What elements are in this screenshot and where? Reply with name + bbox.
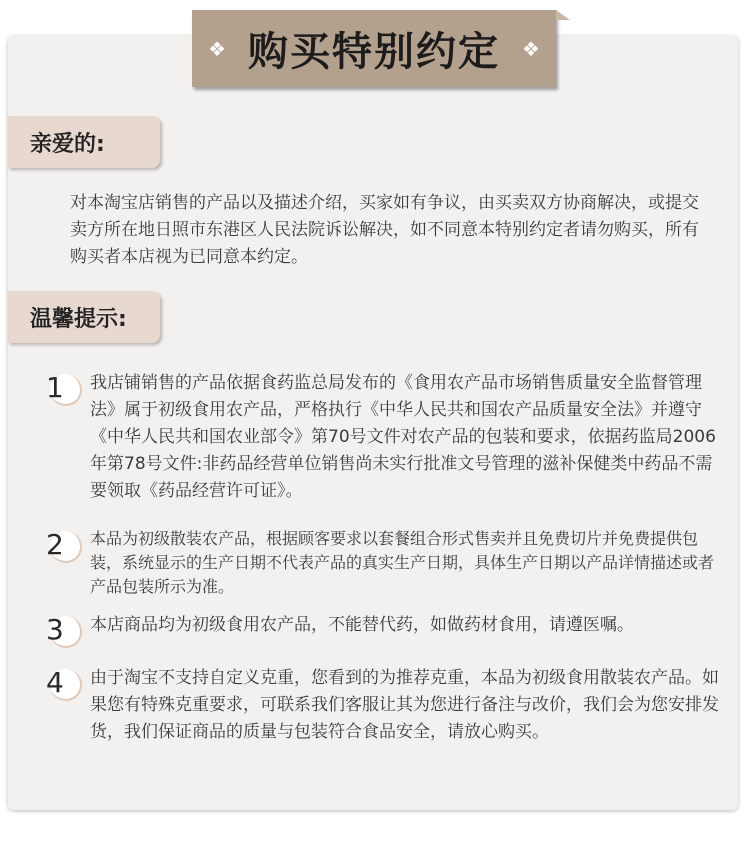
number-badge	[44, 370, 84, 410]
diamond-icon: ❖	[208, 36, 226, 61]
page-title: 购买特别约定	[248, 29, 500, 75]
item-number: 1	[46, 371, 64, 404]
number-badge	[44, 612, 84, 652]
item-text: 我店铺销售的产品依据食药监总局发布的《食用农产品市场销售质量安全监督管理法》属于初级食用农产品，严格执行《中华人民共和国农产品质量安全法》并遵守《中华人民共和国农业部令》第70号文件对农产品的包装和要求，依据药监局2006年第78号文件:非药品经营单位销售尚未实行批准文号管理的滋补保健类中药品不需要领取《药品经营许可证》。	[90, 373, 716, 501]
number-badge	[44, 527, 84, 567]
section-heading-dear: 亲爱的:	[8, 116, 160, 168]
item-text: 本店商品均为初级食用农产品，不能替代药，如做药材食用，请遵医嘱。	[90, 615, 634, 635]
item-number: 3	[46, 613, 64, 646]
number-badge	[44, 665, 84, 705]
item-text: 本品为初级散装农产品，根据顾客要求以套餐组合形式售卖并且免费切片并免费提供包装，系统显示的生产日期不代表产品的真实生产日期，具体生产日期以产品详情描述或者产品包装所示为准。	[90, 529, 715, 596]
item-text: 由于淘宝不支持自定义克重，您看到的为推荐克重，本品为初级食用散装农产品。如果您有特殊克重要求，可联系我们客服让其为您进行备注与改价，我们会为您安排发货，我们保证商品的质量与包装符合食品安全，请放心购买。	[90, 668, 719, 742]
intro-paragraph: 对本淘宝店销售的产品以及描述介绍，买家如有争议，由买卖双方协商解决，或提交卖方所在地日照市东港区人民法院诉讼解决，如不同意本特别约定者请勿购买，所有购买者本店视为已同意本约定。	[70, 193, 699, 267]
item-number: 2	[46, 528, 64, 561]
title-banner	[192, 10, 556, 87]
section-heading-tips: 温馨提示:	[8, 291, 160, 343]
item-number: 4	[46, 666, 64, 699]
diamond-icon: ❖	[522, 36, 540, 61]
